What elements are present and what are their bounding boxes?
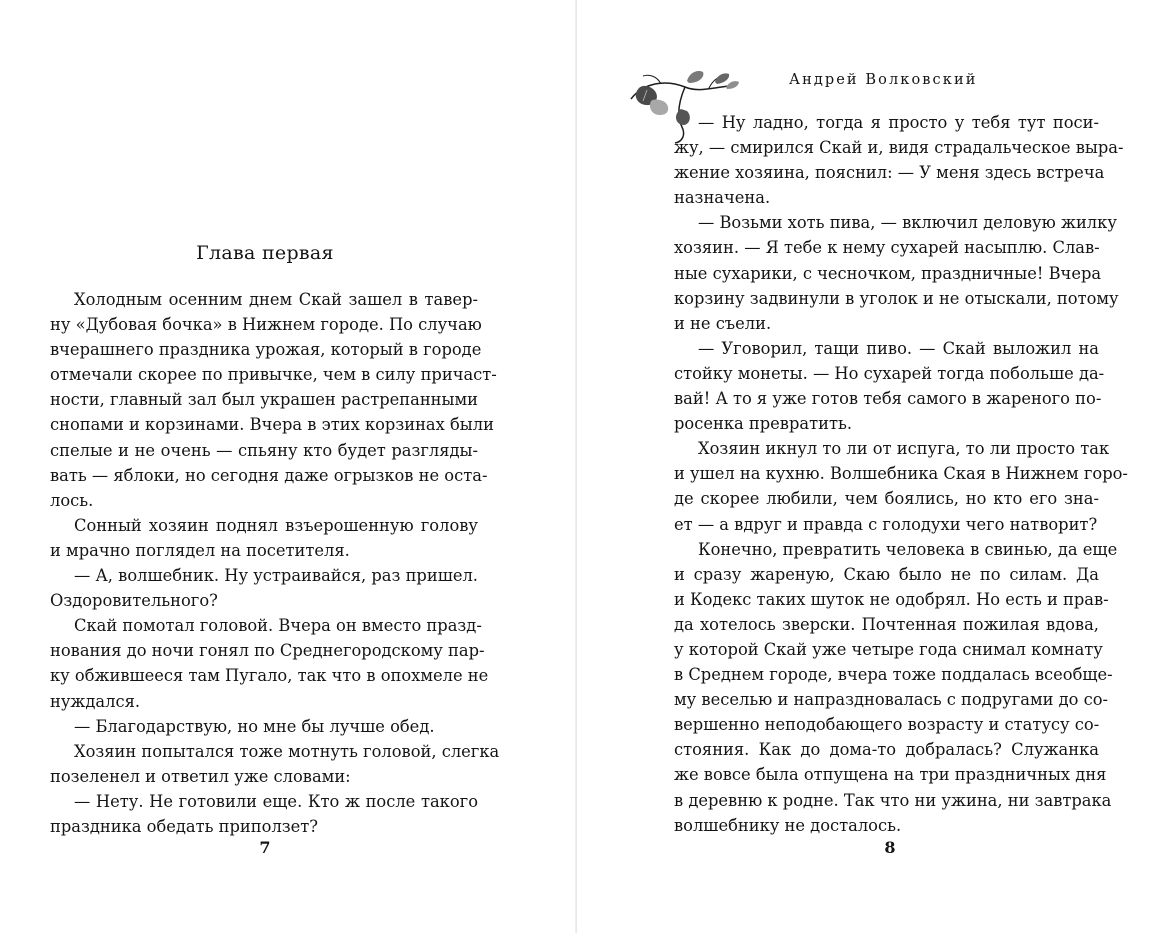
text-line: нуждался. <box>50 691 141 711</box>
text-line: жение хозяина, пояснил: — У меня здесь встреча <box>674 163 1105 183</box>
page-number-left: 7 <box>259 838 271 857</box>
right-page-body <box>674 110 1128 838</box>
text-line: корзину задвинули в уголок и не отыскали, потому <box>674 288 1119 308</box>
text-line: у которой Скай уже четыре года снимал комнату <box>674 639 1103 659</box>
text-line: назначена. <box>674 188 771 208</box>
text-line: ет — а вдруг и правда с голодухи чего натворит? <box>674 514 1098 534</box>
text-line: ну «Дубовая бочка» в Нижнем городе. По случаю <box>50 315 482 335</box>
right-page <box>577 0 1154 933</box>
text-line: да хотелось зверски. Почтенная пожилая вдова, <box>674 614 1099 634</box>
text-line: и не съели. <box>674 313 772 333</box>
text-line: ности, главный зал был украшен растрепанными <box>50 390 478 410</box>
text-line: в деревню к родне. Так что ни ужина, ни завтрака <box>674 790 1112 810</box>
text-line: и ушел на кухню. Волшебника Ская в Нижнем горо- <box>674 464 1128 484</box>
text-line: Скай помотал головой. Вчера он вместо празд- <box>74 616 482 636</box>
text-line: Хозяин икнул то ли от испуга, то ли просто так <box>698 439 1110 459</box>
text-line: — А, волшебник. Ну устраивайся, раз пришел. <box>74 566 478 586</box>
text-line: хозяин. — Я тебе к нему сухарей насыплю. Слав- <box>674 238 1100 258</box>
text-line: — Нету. Не готовили еще. Кто ж после такого <box>74 791 478 811</box>
text-line: и Кодекс таких шуток не одобрял. Но есть и прав- <box>674 589 1109 609</box>
left-page-body <box>50 287 500 839</box>
text-line: волшебнику не досталось. <box>674 815 902 835</box>
text-line: стойку монеты. — Но сухарей тогда побольше да- <box>674 363 1105 383</box>
text-line: нования до ночи гонял по Среднегородскому пар- <box>50 641 485 661</box>
text-line: вчерашнего праздника урожая, который в городе <box>50 340 482 360</box>
text-line: ку обжившееся там Пугало, так что в опохмеле не <box>50 666 489 686</box>
text-line: Конечно, превратить человека в свинью, да еще <box>698 539 1118 559</box>
text-line: снопами и корзинами. Вчера в этих корзинах были <box>50 415 494 435</box>
text-line: му веселью и напраздновалась с подругами до со- <box>674 690 1109 710</box>
chapter-title: Глава первая <box>196 242 334 264</box>
page-number-right: 8 <box>884 838 896 857</box>
text-line: вать — яблоки, но сегодня даже огрызков не оста- <box>50 465 488 485</box>
text-line: Хозяин попытался тоже мотнуть головой, слегка <box>74 741 500 761</box>
text-line: — Благодарствую, но мне бы лучше обед. <box>74 716 435 736</box>
text-line: позеленел и ответил уже словами: <box>50 766 351 786</box>
text-line: де скорее любили, чем боялись, но кто его зна- <box>674 489 1099 509</box>
text-line: отмечали скорее по привычке, чем в силу причаст- <box>50 365 497 385</box>
text-line: жу, — смирился Скай и, видя страдальческое выра- <box>674 138 1124 158</box>
text-line: Оздоровительного? <box>50 591 218 611</box>
text-line: и мрачно поглядел на посетителя. <box>50 540 350 560</box>
text-line: стояния. Как до дома-то добралась? Служанка <box>674 740 1099 760</box>
text-line: — Уговорил, тащи пиво. — Скай выложил на <box>698 338 1099 358</box>
text-line: росенка превратить. <box>674 414 852 434</box>
text-line: ные сухарики, с чесночком, праздничные! Вчера <box>674 263 1102 283</box>
text-line: спелые и не очень — спьяну кто будет разгляды- <box>50 440 478 460</box>
running-head-author: Андрей Волковский <box>789 72 978 88</box>
text-line: вершенно неподобающего возрасту и статусу со- <box>674 715 1100 735</box>
text-line: — Ну ладно, тогда я просто у тебя тут поси- <box>698 113 1099 132</box>
text-line: — Возьми хоть пива, — включил деловую жилку <box>698 213 1117 233</box>
text-line: в Среднем городе, вчера тоже поддалась всеобще- <box>674 665 1113 685</box>
text-line: Сонный хозяин поднял взъерошенную голову <box>74 515 478 535</box>
text-line: праздника обедать приползет? <box>50 816 319 836</box>
text-line: и сразу жареную, Скаю было не по силам. Да <box>674 564 1099 584</box>
text-line: вай! А то я уже готов тебя самого в жареного по- <box>674 389 1102 409</box>
text-line: лось. <box>50 490 94 510</box>
text-line: Холодным осенним днем Скай зашел в тавер- <box>74 290 478 309</box>
text-line: же вовсе была отпущена на три праздничных дня <box>674 765 1107 785</box>
